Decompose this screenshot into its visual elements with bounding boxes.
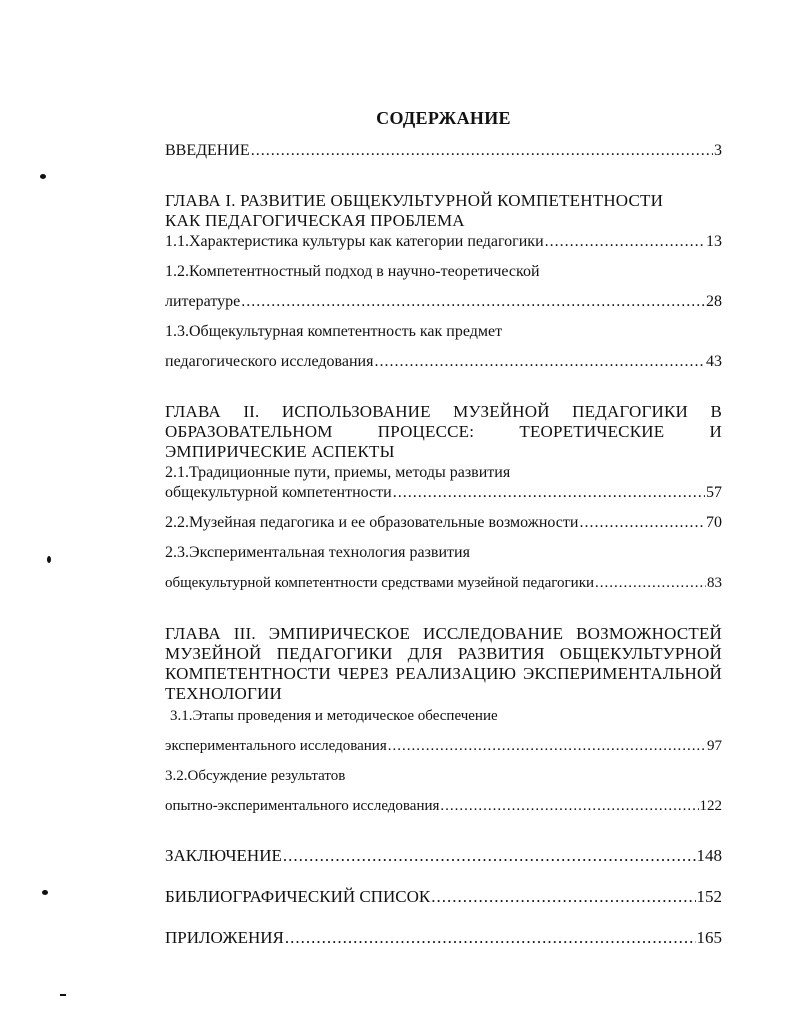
toc-page-number: 97 bbox=[707, 738, 722, 754]
chapter1-heading-line2: КАК ПЕДАГОГИЧЕСКАЯ ПРОБЛЕМА bbox=[165, 211, 465, 230]
toc-page-number: 43 bbox=[706, 353, 722, 370]
toc-entry-2-2[interactable] bbox=[165, 513, 722, 533]
toc-entry-2-1-line1: 2.1.Традиционные пути, приемы, методы развития bbox=[165, 464, 511, 481]
toc-page-number: 148 bbox=[696, 846, 722, 865]
scan-mark bbox=[60, 994, 66, 996]
chapter2-heading-line1[interactable]: ГЛАВА II. ИСПОЛЬЗОВАНИЕ МУЗЕЙНОЙ ПЕДАГОГИКИ В bbox=[165, 402, 722, 421]
leader-dots bbox=[283, 846, 696, 866]
toc-entry-appendix[interactable] bbox=[165, 928, 722, 948]
leader-dots bbox=[251, 141, 713, 161]
leader-dots bbox=[440, 796, 698, 816]
toc-entry-text: общекультурной компетентности bbox=[165, 484, 392, 501]
leader-dots bbox=[431, 887, 695, 907]
toc-page-number: 122 bbox=[699, 798, 722, 814]
toc-entry-text: ВВЕДЕНИЕ bbox=[165, 142, 250, 159]
toc-entry-1-3-line1: 1.3.Общекультурная компетентность как предмет bbox=[165, 323, 503, 340]
scan-mark bbox=[47, 556, 51, 563]
chapter2-heading-line3: ЭМПИРИЧЕСКИЕ АСПЕКТЫ bbox=[165, 442, 395, 461]
chapter3-heading-line3: КОМПЕТЕНТНОСТИ ЧЕРЕЗ РЕАЛИЗАЦИЮ ЭКСПЕРИМЕНТАЛЬНОЙ bbox=[165, 664, 722, 683]
toc-entry-1-2[interactable] bbox=[165, 292, 722, 312]
toc-entry-text: литературе bbox=[165, 293, 241, 310]
chapter3-heading-line1[interactable]: ГЛАВА III. ЭМПИРИЧЕСКОЕ ИССЛЕДОВАНИЕ ВОЗМОЖНОСТЕЙ bbox=[165, 624, 722, 643]
toc-entry-1-3[interactable] bbox=[165, 352, 722, 372]
leader-dots bbox=[595, 573, 706, 593]
toc-entry-3-1-line1: 3.1.Этапы проведения и методическое обеспечение bbox=[170, 708, 498, 724]
leader-dots bbox=[393, 483, 705, 503]
scan-mark bbox=[42, 890, 48, 895]
toc-entry-text: экспериментального исследования bbox=[165, 738, 387, 754]
toc-entry-conclusion[interactable] bbox=[165, 846, 722, 866]
toc-entry-text: ЗАКЛЮЧЕНИЕ bbox=[165, 846, 282, 865]
chapter2-heading-line2: ОБРАЗОВАТЕЛЬНОМ ПРОЦЕССЕ: ТЕОРЕТИЧЕСКИЕ И bbox=[165, 422, 722, 441]
chapter1-heading-text: ГЛАВА I. РАЗВИТИЕ ОБЩЕКУЛЬТУРНОЙ КОМПЕТЕНТНОСТИ bbox=[165, 191, 664, 210]
toc-entry-text: 1.1.Характеристика культуры как категории педагогики bbox=[165, 233, 544, 250]
leader-dots bbox=[388, 736, 706, 756]
toc-page-number: 165 bbox=[696, 928, 722, 947]
chapter3-heading-line4: ТЕХНОЛОГИИ bbox=[165, 684, 282, 703]
toc-entry-text: 2.2.Музейная педагогика и ее образовательные возможности bbox=[165, 514, 579, 531]
toc-page-number: 70 bbox=[706, 514, 722, 531]
toc-page-number: 57 bbox=[706, 484, 722, 501]
toc-entry-3-2[interactable] bbox=[165, 796, 722, 816]
toc-entry-text: БИБЛИОГРАФИЧЕСКИЙ СПИСОК bbox=[165, 887, 431, 906]
toc-page-number: 152 bbox=[696, 887, 722, 906]
toc-entry-2-1[interactable] bbox=[165, 483, 722, 503]
chapter3-heading-line2: МУЗЕЙНОЙ ПЕДАГОГИКИ ДЛЯ РАЗВИТИЯ ОБЩЕКУЛЬТУРНОЙ bbox=[165, 644, 722, 663]
leader-dots bbox=[374, 352, 705, 372]
toc-entry-text: опытно-экспериментального исследования bbox=[165, 798, 440, 814]
toc-entry-3-2-line1: 3.2.Обсуждение результатов bbox=[165, 768, 346, 784]
toc-entry-2-3-line1: 2.3.Экспериментальная технология развития bbox=[165, 544, 470, 561]
chapter1-heading-line1[interactable] bbox=[165, 191, 722, 211]
toc-entry-text: педагогического исследования bbox=[165, 353, 374, 370]
toc-page-number: 13 bbox=[706, 233, 722, 250]
toc-entry-1-1[interactable] bbox=[165, 232, 722, 252]
toc-entry-text: общекультурной компетентности средствами музейной педагогики bbox=[165, 575, 595, 591]
leader-dots bbox=[241, 292, 705, 312]
toc-entry-1-2-line1: 1.2.Компетентностный подход в научно-теоретической bbox=[165, 263, 540, 280]
toc-entry-bibliography[interactable] bbox=[165, 887, 722, 907]
toc-entry-intro[interactable] bbox=[165, 141, 722, 161]
toc-page-number: 28 bbox=[706, 293, 722, 310]
toc-entry-text: ПРИЛОЖЕНИЯ bbox=[165, 928, 284, 947]
toc-page-number: 3 bbox=[714, 142, 722, 159]
leader-dots bbox=[285, 928, 696, 948]
toc-entry-2-3[interactable] bbox=[165, 573, 722, 593]
leader-dots bbox=[545, 232, 705, 252]
toc-page-number: 83 bbox=[707, 575, 722, 591]
page-title: СОДЕРЖАНИЕ bbox=[376, 108, 511, 128]
leader-dots bbox=[579, 513, 705, 533]
scan-mark bbox=[40, 174, 46, 179]
toc-entry-3-1[interactable] bbox=[165, 736, 722, 756]
